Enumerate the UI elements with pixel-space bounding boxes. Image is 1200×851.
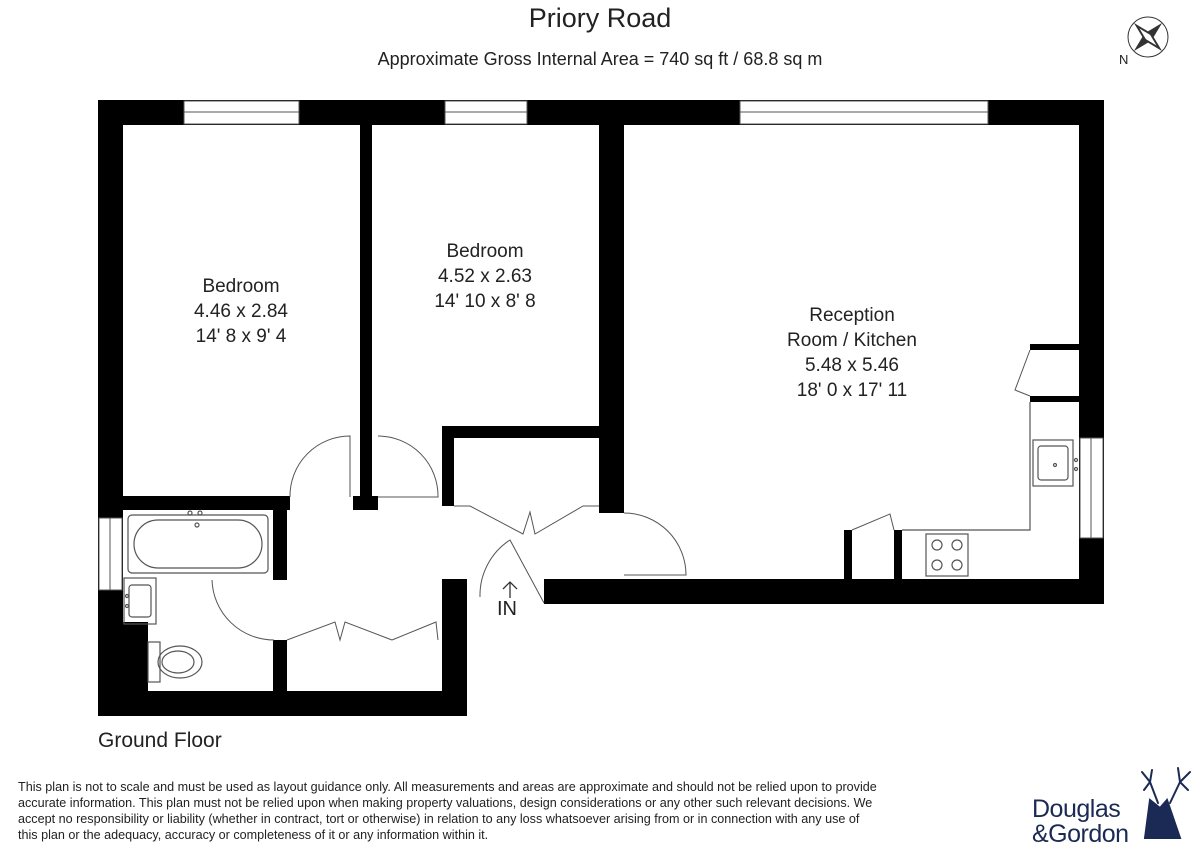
unit-right: [894, 530, 902, 580]
wardrobe-doors-bedroom2: [454, 506, 599, 534]
entrance-arrow: [503, 582, 517, 598]
unit-left: [844, 530, 852, 580]
hob: [926, 534, 968, 576]
bottom-wall-bedroom: [98, 691, 467, 716]
wardrobe-doors-hall: [287, 622, 392, 640]
wall-between-bedrooms: [360, 125, 372, 510]
door-bedroom1: [290, 436, 350, 497]
company-logo: [1032, 797, 1129, 847]
door-bedroom2: [378, 436, 438, 497]
wc-box: [123, 622, 148, 692]
room-name-line2: Room / Kitchen: [787, 330, 917, 351]
room-metric: 5.48 x 5.46: [804, 355, 900, 376]
cupboard-top: [1030, 344, 1079, 350]
entrance-label: IN: [497, 598, 517, 620]
room-imperial: 14' 8 x 9' 4: [195, 326, 287, 347]
floor-name: Ground Floor: [98, 729, 222, 752]
room-metric: 4.46 x 2.84: [193, 301, 289, 322]
front-door: [480, 540, 544, 603]
wall-bedroom1-bottom: [123, 496, 290, 510]
corridor-wall: [442, 579, 467, 716]
door-reception: [624, 513, 686, 575]
logo-line1: Douglas: [1032, 795, 1121, 823]
room-imperial: 18' 0 x 17' 11: [796, 380, 908, 401]
room-name-line1: Reception: [809, 305, 895, 326]
door-jamb: [353, 496, 378, 510]
cupboard-door: [1015, 350, 1030, 396]
room-metric: 4.52 x 2.63: [437, 266, 533, 287]
wall-wc-right: [273, 640, 287, 692]
logo-line2: &Gordon: [1032, 820, 1129, 848]
cupboard-bottom: [1030, 396, 1079, 402]
kitchen-counter: [902, 402, 1030, 530]
plan-title: Priory Road: [528, 3, 672, 33]
room-name: Bedroom: [202, 276, 280, 297]
gross-area: Approximate Gross Internal Area = 740 sq ft / 68.8 sq m: [377, 49, 823, 69]
disclaimer-text: This plan is not to scale and must be used as layout guidance only. All measurements and areas are approximate and should not be relied upon to provide accurate information. This plan must not be relied upon when making property valuations, design considerations or any other such relevant decisions. We accept no responsibility or liability (whether in contract, tort or otherwise) in relation to any loss whatsoever arising from or in connection with any use of this plan or the adequacy, accuracy or completeness of it or any information within it.: [18, 780, 877, 842]
room-label-reception: [752, 303, 952, 403]
left-lower-wall: [98, 590, 123, 716]
stag-logo-icon: [1142, 768, 1190, 838]
wall-bedroom2-reception: [599, 125, 624, 513]
room-name: Bedroom: [446, 241, 524, 262]
wall-bath-right: [273, 496, 287, 580]
room-label-bedroom2: [404, 239, 566, 314]
bottom-wall-reception: [544, 579, 1104, 604]
door-bathroom: [212, 580, 274, 640]
room-imperial: 14' 10 x 8' 8: [434, 291, 536, 312]
room-label-bedroom1: [160, 274, 322, 349]
compass-north-label: N: [1119, 52, 1129, 67]
wardrobe-left: [442, 426, 454, 506]
wardrobe-top: [442, 426, 601, 438]
interior-walls: [123, 125, 1079, 692]
